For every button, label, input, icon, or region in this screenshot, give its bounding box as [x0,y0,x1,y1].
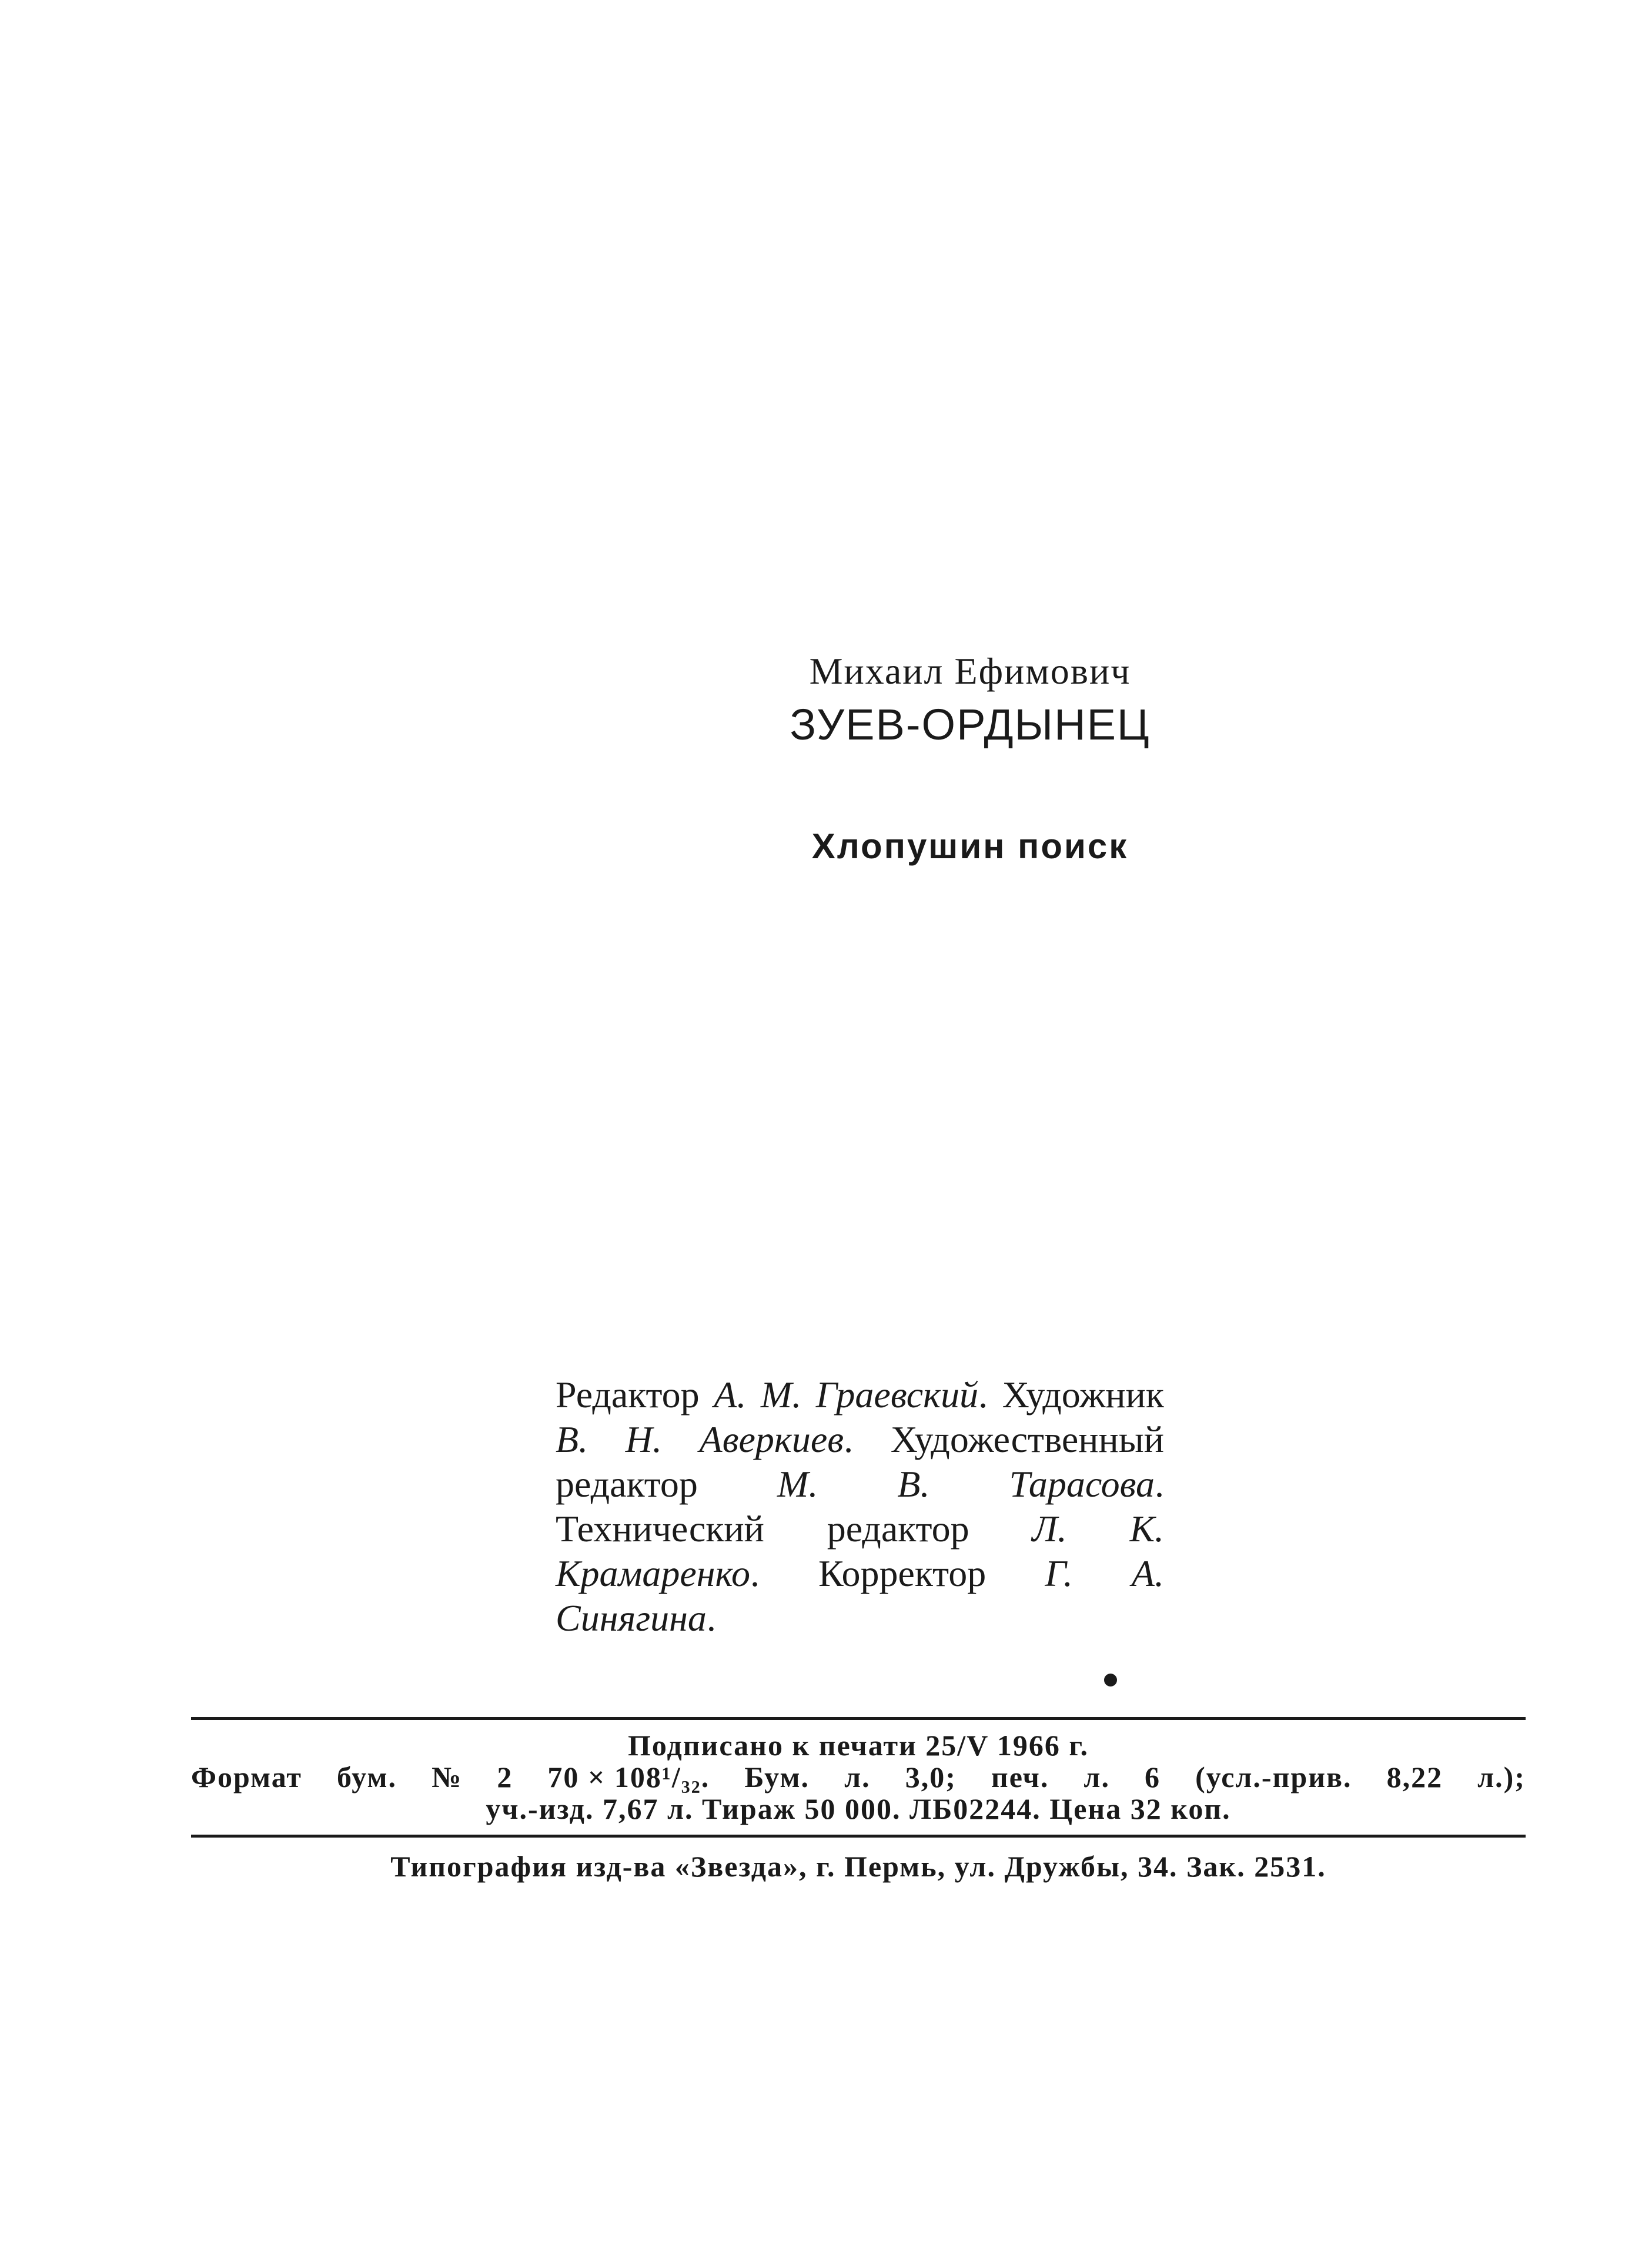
imprint-signed: Подписано к печати 25/V 1966 г. [628,1729,1089,1762]
artist-name: В. Н. Аверкиев [556,1418,844,1460]
imprint-format-word: 8,22 [1386,1761,1443,1793]
artist-role: Художник [1002,1374,1165,1416]
tech-editor-role: Технический редактор [556,1508,969,1550]
author-surname: ЗУЕВ-ОРДЫНЕЦ [790,700,1151,749]
printer-info: Типография изд-ва «Звезда», г. Пермь, ул. Дружбы, 34. Зак. 2531. [390,1850,1326,1883]
imprint-format-word: л.); [1477,1761,1526,1793]
imprint-format-word: печ. [991,1761,1049,1793]
imprint-format-word: (усл.-прив. [1195,1761,1352,1793]
divider-top [191,1717,1526,1720]
imprint-format-word: бум. [337,1761,397,1793]
imprint-format-word: № [432,1761,463,1793]
imprint-details: уч.-изд. 7,67 л. Тираж 50 000. ЛБ02244. Цена 32 коп. [486,1792,1231,1825]
art-editor-role: Художественный редактор [556,1418,1165,1505]
imprint-format-word: л. [1084,1761,1110,1793]
editor-name: А. М. Граевский [714,1374,979,1416]
author-given-names: Михаил Ефимович [809,650,1131,692]
book-title: Хлопушин поиск [811,826,1129,866]
editor-role: Редактор [556,1374,700,1416]
imprint-format-word: Формат [191,1761,302,1793]
proofreader-role: Корректор [818,1552,986,1594]
imprint-format-word: 2 [497,1761,513,1793]
imprint-format [191,1760,1526,1794]
divider-bottom [191,1835,1526,1838]
imprint-format-word: 70 × 108¹/₃₂. [547,1761,710,1793]
imprint-format-word: Бум. [744,1761,810,1793]
proofreader-name: Г. А. Синягина [556,1552,1165,1639]
imprint-format-word: 6 [1145,1761,1161,1793]
imprint-format-word: 3,0; [905,1761,957,1793]
art-editor-name: М. В. Тарасова [777,1463,1155,1505]
tech-editor-name: Л. К. Крамаренко [556,1508,1164,1594]
bullet-mark [1104,1674,1117,1686]
credits-paragraph: Редактор А. М. Граевский. Художник В. Н. Аверкиев. Художественный редактор М. В. Тарасова. Технический редактор Л. К. Крамаренко. Корректор Г. А. Синягина. [556,1374,1165,1639]
imprint-format-word: л. [844,1761,871,1793]
